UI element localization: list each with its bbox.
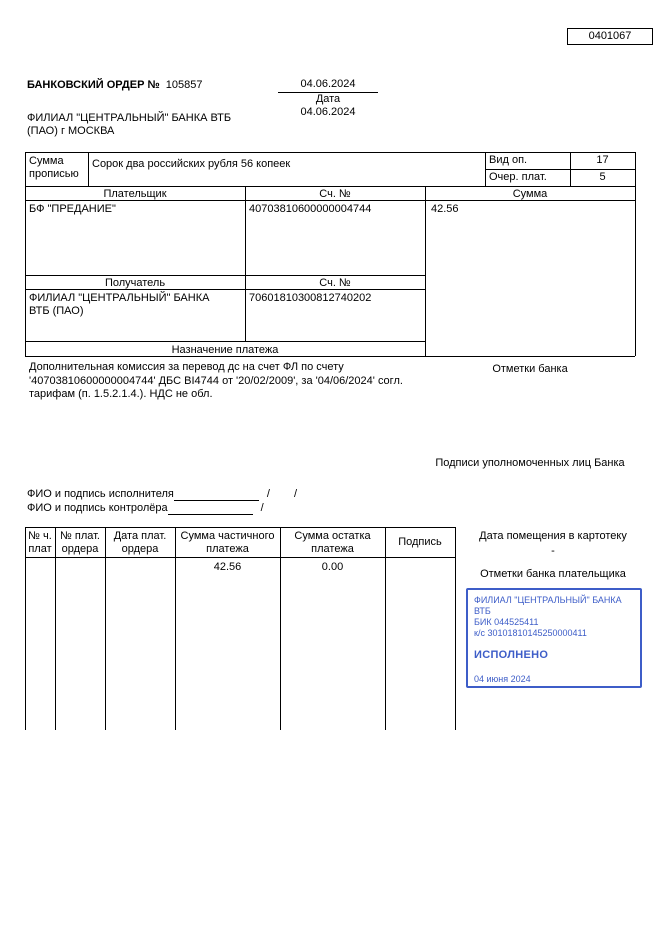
ocher-plat-value: 5: [599, 171, 606, 183]
line: [88, 152, 89, 186]
column-header-order-number: № плат. ордера: [60, 530, 100, 555]
line: [25, 275, 425, 276]
vid-op-label: Вид оп.: [489, 154, 528, 166]
rest-amount-value: 0.00: [321, 561, 344, 573]
controller-signature-row: [27, 502, 264, 515]
stamp-status: ИСПОЛНЕНО: [474, 649, 549, 661]
title-label: БАНКОВСКИЙ ОРДЕР №: [27, 79, 160, 91]
line: [245, 186, 246, 341]
column-header-order-date: Дата плат. ордера: [113, 530, 167, 555]
line: [280, 527, 281, 730]
slash-mark: /: [266, 488, 270, 500]
sum-words-value: Сорок два российских рубля 56 копеек: [92, 158, 291, 170]
line: [455, 527, 456, 730]
date-top: 04.06.2024: [278, 78, 378, 93]
purpose-header: Назначение платежа: [171, 344, 279, 356]
kartoteka-value: -: [551, 545, 555, 557]
order-number: 105857: [165, 79, 203, 91]
controller-label: ФИО и подпись контролёра: [27, 502, 168, 514]
payer-header: Плательщик: [103, 188, 167, 200]
payer-account: 40703810600000004744: [249, 203, 372, 215]
partial-amount-value: 42.56: [213, 561, 242, 573]
stamp-corr-account: к/с 30101810145250000411: [474, 628, 587, 638]
line: [25, 341, 425, 342]
column-header-rest-sum: Сумма остатка платежа: [294, 530, 371, 555]
stamp-bank-name: ФИЛИАЛ "ЦЕНТРАЛЬНЫЙ" БАНКА ВТБ: [474, 595, 622, 616]
payer-name: БФ "ПРЕДАНИЕ": [29, 203, 116, 215]
date-block: [278, 78, 378, 119]
form-code: 0401067: [588, 30, 632, 42]
date-label: Дата: [315, 93, 341, 105]
bank-name-line1: ФИЛИАЛ "ЦЕНТРАЛЬНЫЙ" БАНКА ВТБ: [27, 112, 232, 124]
stamp-date: 04 июня 2024: [474, 674, 531, 684]
line: [55, 527, 56, 730]
line: [635, 152, 636, 356]
column-header-signature: Подпись: [398, 536, 442, 548]
line: [175, 527, 176, 730]
document-title: [27, 79, 203, 92]
line: [425, 186, 426, 356]
line: [25, 527, 455, 528]
line: [25, 186, 635, 187]
amount-value: 42.56: [431, 203, 459, 215]
payer-bank-marks-label: Отметки банка плательщика: [480, 568, 626, 580]
recipient-header: Получатель: [104, 277, 166, 289]
recipient-account-header: Сч. №: [319, 277, 351, 289]
stamp-bik: БИК 044525411: [474, 617, 539, 627]
signature-line: [168, 503, 253, 515]
bank-name-line2: (ПАО) г МОСКВА: [27, 125, 115, 137]
line: [485, 152, 486, 186]
slash-mark: /: [293, 488, 298, 500]
sum-header: Сумма: [512, 188, 548, 200]
line: [25, 557, 455, 558]
executor-signature-row: [27, 488, 297, 501]
issuing-bank: [27, 112, 231, 138]
form-code-box: [567, 28, 653, 45]
line: [485, 169, 635, 170]
bank-execution-stamp: [466, 588, 642, 688]
vid-op-value: 17: [596, 154, 609, 166]
executor-label: ФИО и подпись исполнителя: [27, 488, 174, 500]
recipient-name: ФИЛИАЛ "ЦЕНТРАЛЬНЫЙ" БАНКА ВТБ (ПАО): [29, 292, 210, 317]
recipient-account: 70601810300812740202: [249, 292, 372, 304]
line: [385, 527, 386, 730]
authorized-signatures-label: Подписи уполномоченных лиц Банка: [435, 457, 625, 469]
ocher-plat-label: Очер. плат.: [489, 171, 547, 183]
kartoteka-label: Дата помещения в картотеку: [479, 530, 627, 542]
bank-marks-label: Отметки банка: [492, 363, 568, 375]
date-value: 04.06.2024: [300, 106, 356, 118]
column-header-part-number: № ч. плат: [28, 530, 52, 555]
payer-account-header: Сч. №: [319, 188, 351, 200]
sum-words-label: Сумма прописью: [29, 155, 79, 180]
signature-line: [174, 489, 259, 501]
column-header-partial-sum: Сумма частичного платежа: [180, 530, 275, 555]
slash-mark: /: [260, 502, 264, 514]
purpose-text: Дополнительная комиссия за перевод дс на счет ФЛ по счету '40703810600000004744' ДБС BI4744 от '20/02/2009', за '04/06/2024' согл. тарифам (п. 1.5.2.1.4.). НДС не обл.: [29, 361, 403, 400]
line: [25, 527, 26, 730]
line: [25, 152, 635, 153]
line: [105, 527, 106, 730]
line: [25, 152, 26, 356]
